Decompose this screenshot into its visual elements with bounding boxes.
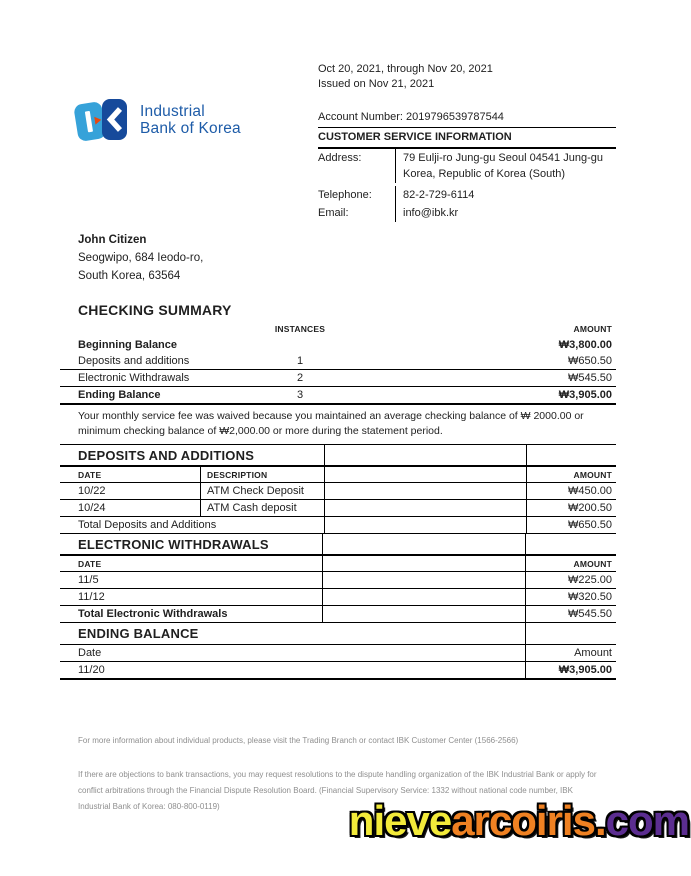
customer-address-line-2: South Korea, 63564 — [78, 270, 181, 282]
ending-balance-value-row — [60, 662, 616, 680]
email-label: Email: — [318, 204, 396, 222]
deposits-total-amount: ₩650.50 — [567, 519, 612, 531]
ending-balance-header-row — [60, 645, 616, 662]
issued-date: Issued on Nov 21, 2021 — [318, 78, 435, 90]
telephone-label: Telephone: — [318, 186, 396, 204]
deposits-col-date: DATE — [60, 467, 201, 482]
deposits-row-1: 10/22 ATM Check Deposit ₩450.00 — [60, 483, 616, 500]
address-row — [318, 149, 616, 183]
deposits-total-row — [60, 517, 616, 534]
service-fee-note-line-1: Your monthly service fee was waived because you maintained an average checking balance of ₩ 2000.00 or — [78, 410, 584, 422]
checking-summary-title: CHECKING SUMMARY — [78, 302, 232, 318]
withdrawals-col-amount: AMOUNT — [573, 558, 612, 569]
statement-body — [60, 300, 616, 680]
account-number-row — [318, 110, 616, 128]
ending-balance-title: ENDING BALANCE — [60, 623, 526, 644]
ibk-logo-wordmark — [140, 103, 241, 138]
customer-name: John Citizen — [78, 234, 147, 246]
deposits-heading-row — [60, 445, 616, 467]
ending-balance-date: 11/20 — [60, 662, 526, 678]
account-number-label: Account Number: — [318, 111, 403, 123]
watermark-part-purple: com — [605, 797, 689, 844]
statement-period: Oct 20, 2021, through Nov 20, 2021 — [318, 63, 493, 75]
withdrawals-header-row — [60, 556, 616, 572]
customer-address-line-1: Seogwipo, 684 Ieodo-ro, — [78, 252, 204, 264]
logo-line-1: Industrial — [140, 102, 205, 120]
ibk-logo-icon — [74, 96, 129, 144]
deposits-total-label: Total Deposits and Additions — [60, 517, 325, 533]
account-number-value: 2019796539787544 — [406, 111, 504, 123]
customer-block — [78, 231, 203, 285]
statement-header — [318, 62, 616, 222]
footnote-disputes-line-3: Industrial Bank of Korea: 080-800-0119) — [78, 802, 220, 811]
withdrawals-col-date: DATE — [60, 556, 323, 571]
address-value-line-1: 79 Eulji-ro Jung-gu Seoul 04541 Jung-gu — [403, 152, 603, 164]
address-value — [396, 149, 616, 183]
footnote-products: For more information about individual products, please visit the Trading Branch or contact IBK Customer Center (1566-2566) — [78, 736, 519, 745]
telephone-row — [318, 186, 616, 204]
summary-row-beginning-balance: Beginning Balance ₩3,800.00 — [78, 338, 612, 351]
ending-balance-col-amount: Amount — [574, 647, 612, 659]
ending-balance-col-date: Date — [60, 645, 526, 661]
summary-row-deposits: Deposits and additions 1 ₩650.50 — [60, 353, 616, 370]
withdrawals-row-2: 11/12 ₩320.50 — [60, 589, 616, 606]
deposits-col-amount: AMOUNT — [573, 469, 612, 480]
footnote-disputes-line-1: If there are objections to bank transactions, you may request resolutions to the dispute handling organization of the IBK Industrial Bank or apply for — [78, 770, 597, 779]
email-row — [318, 204, 616, 222]
ending-balance-amount: ₩3,905.00 — [558, 664, 612, 676]
withdrawals-total-label: Total Electronic Withdrawals — [60, 606, 323, 622]
address-value-line-2: Korea, Republic of Korea (South) — [403, 168, 566, 180]
service-fee-note — [60, 405, 616, 445]
withdrawals-total-amount: ₩545.50 — [567, 608, 612, 620]
deposits-title: DEPOSITS AND ADDITIONS — [60, 445, 325, 465]
withdrawals-title: ELECTRONIC WITHDRAWALS — [60, 534, 323, 554]
logo-line-2: Bank of Korea — [140, 120, 241, 137]
service-fee-note-line-2: minimum checking balance of ₩2,000.00 or more during the statement period. — [78, 425, 443, 437]
summary-col-amount: AMOUNT — [573, 323, 612, 334]
ending-balance-heading-row — [60, 623, 616, 645]
customer-service-table — [318, 149, 616, 222]
footnote-disputes-line-2: conflict arbitrations through the Financial Dispute Resolution Board. (Financial Supervisory Service: 1332 without national code number, IBK — [78, 786, 573, 795]
nievearcoiris-watermark — [349, 798, 689, 844]
watermark-part-yellow: nieve — [348, 797, 452, 844]
address-label: Address: — [318, 149, 396, 183]
deposits-row-2: 10/24 ATM Cash deposit ₩200.50 — [60, 500, 616, 517]
ibk-logo — [74, 96, 241, 144]
summary-header-row — [60, 321, 616, 336]
watermark-part-orange: arcoiris. — [451, 797, 606, 844]
telephone-value: 82-2-729-6114 — [403, 189, 475, 201]
withdrawals-total-row — [60, 606, 616, 623]
deposits-header-row — [60, 467, 616, 483]
customer-service-title: CUSTOMER SERVICE INFORMATION — [318, 128, 616, 149]
deposits-col-description: DESCRIPTION — [201, 467, 325, 482]
summary-row-withdrawals: Electronic Withdrawals 2 ₩545.50 — [60, 370, 616, 387]
withdrawals-row-1: 11/5 ₩225.00 — [60, 572, 616, 589]
summary-col-instances: INSTANCES — [274, 323, 326, 334]
email-value: info@ibk.kr — [403, 207, 459, 219]
withdrawals-heading-row — [60, 534, 616, 556]
summary-row-ending-balance: Ending Balance 3 ₩3,905.00 — [60, 387, 616, 405]
